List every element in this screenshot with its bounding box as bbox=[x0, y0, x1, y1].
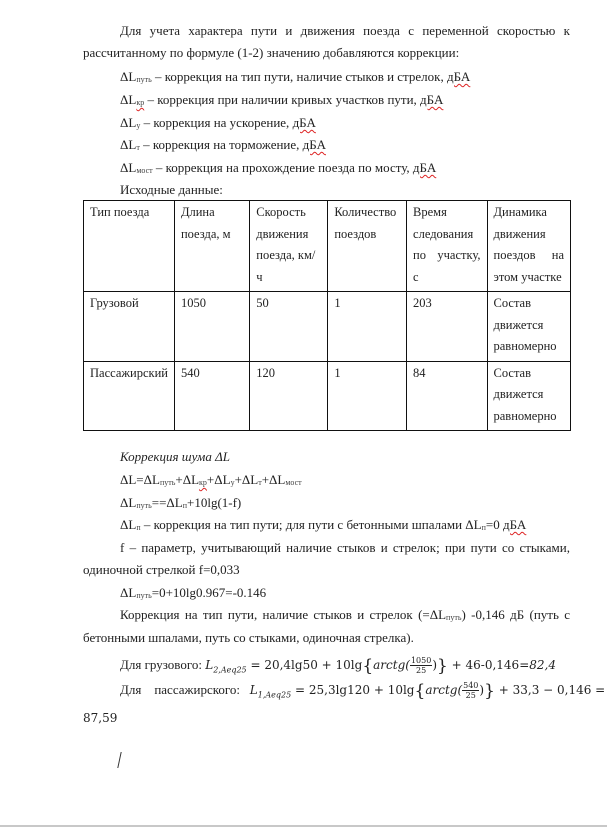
table-cell: Состав движется равномерно bbox=[487, 292, 571, 362]
table-cell: 1050 bbox=[174, 292, 249, 362]
table-cell: 50 bbox=[250, 292, 328, 362]
table-cell: Состав движется равномерно bbox=[487, 361, 571, 431]
formula-delta-l-sum: $\Delta L=\Delta L_{путь}+\Delta L_{кр}+\Delta L_у+\Delta L_т+\Delta L_{мост}$ bbox=[120, 472, 302, 487]
formula-delta-l-path: $\Delta L_{путь}==\Delta L_п+10\lg(1-f)$ bbox=[120, 495, 242, 510]
table-cell: Пассажирский bbox=[84, 361, 175, 431]
passenger-result: 87,59 bbox=[83, 711, 118, 725]
intro-line-1: Для учета характера пути и движения поезда с переменной скоростью к bbox=[120, 23, 570, 38]
table-cell: 1 bbox=[328, 361, 407, 431]
spellcheck-word: дБА bbox=[292, 115, 316, 130]
summary-line-1: Коррекция на тип пути, наличие стыков и стрелок $(=\Delta L_{путь})$ -0,146 дБ (путь с bbox=[120, 607, 571, 622]
text-cursor bbox=[117, 752, 121, 768]
spellcheck-word: кр bbox=[199, 478, 207, 487]
correction-bridge: $\Delta L_{мост}$ – коррекция на прохождение поезда по мосту, дБА bbox=[120, 160, 437, 175]
table-header-cell: Количество поездов bbox=[328, 201, 407, 292]
table-cell: 1 bbox=[328, 292, 407, 362]
correction-curve: $\Delta L_{кр}$ – коррекция при наличии кривых участков пути, дБА bbox=[120, 92, 444, 107]
correction-path: $\Delta L_{путь}$ – коррекция на тип пути, наличие стыков и стрелок, дБА bbox=[120, 69, 471, 84]
spellcheck-word: дБА bbox=[420, 92, 444, 107]
fraction: $\frac{1050}{25}$ bbox=[410, 656, 432, 675]
delta-l-path-calculation: $\Delta L_{путь}=0+10\lg 0.967=-0.146$ bbox=[120, 585, 267, 600]
table-header-cell: Тип поезда bbox=[84, 201, 175, 292]
f-parameter-line-2: одиночной стрелкой f=0,033 bbox=[83, 562, 240, 577]
spellcheck-word: дБА bbox=[412, 160, 437, 175]
source-data-label: Исходные данные: bbox=[120, 182, 223, 197]
table-header-cell: Динамика движения поездов на этом участке bbox=[487, 201, 571, 292]
table-row bbox=[84, 292, 571, 362]
correction-acceleration: $\Delta L_у$ – коррекция на ускорение, дБА bbox=[120, 115, 316, 130]
table-header-cell: Длина поезда, м bbox=[174, 201, 249, 292]
spellcheck-word: дБА bbox=[302, 137, 326, 152]
noise-correction-heading: Коррекция шума ΔL bbox=[120, 449, 230, 464]
table-row bbox=[84, 361, 571, 431]
table-header-cell: Скорость движения поезда, км/ч bbox=[250, 201, 328, 292]
table-cell: 120 bbox=[250, 361, 328, 431]
spellcheck-word: кр bbox=[136, 98, 145, 107]
table-cell: Грузовой bbox=[84, 292, 175, 362]
fraction: $\frac{540}{25}$ bbox=[463, 681, 479, 700]
delta-l-n-definition: $\Delta L_п$ – коррекция на тип пути; для пути с бетонными шпалами $\Delta L_п=0$ дБА bbox=[120, 517, 527, 532]
correction-braking: $\Delta L_т$ – коррекция на торможение, дБА bbox=[120, 137, 326, 152]
spellcheck-word: дБА bbox=[502, 517, 527, 532]
table-cell: 203 bbox=[407, 292, 487, 362]
table-header-row bbox=[84, 201, 571, 292]
table-cell: 84 bbox=[407, 361, 487, 431]
freight-result: 82,4 bbox=[529, 658, 556, 672]
train-data-table bbox=[83, 200, 571, 431]
spellcheck-word: дБА bbox=[446, 69, 471, 84]
freight-formula: Для грузового: $L_{2,Aeq25} = 20,4\lg 50$ + 10lg{arctg( $\frac{1050}{25}$ )} + 46-0,146=82,4 bbox=[120, 656, 556, 676]
table-header-cell: Время следования по участку, с bbox=[407, 201, 487, 292]
summary-line-2: бетонными шпалами, путь со стыками, одиночная стрелка). bbox=[83, 630, 414, 645]
intro-line-2: рассчитанному по формуле (1-2) значению добавляются коррекции: bbox=[83, 45, 460, 60]
table-cell: 540 bbox=[174, 361, 249, 431]
f-parameter-line-1: f – параметр, учитывающий наличие стыков и стрелок; при пути со стыками, bbox=[120, 540, 570, 555]
passenger-formula: Для пассажирского: $L_{1,Aeq25} = 25,3\lg 120$ + 10lg{arctg( $\frac{540}{25}$ )} + 33,3 − 0,146 = bbox=[120, 681, 606, 701]
